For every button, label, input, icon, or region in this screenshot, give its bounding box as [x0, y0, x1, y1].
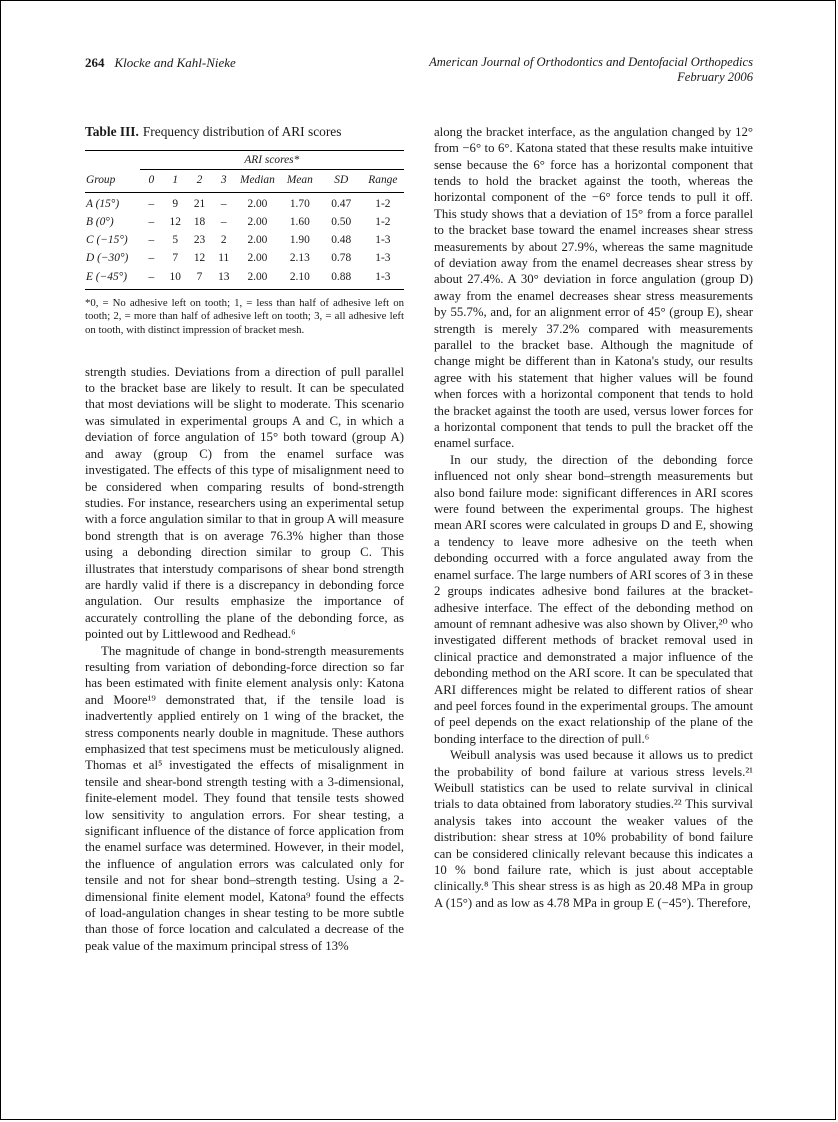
- table-3-block: [85, 124, 404, 338]
- body-paragraph: The magnitude of change in bond-strength measurements resulting from variation of debonding-force direction so far has been estimated with finite element analysis only: Katona and Moore¹⁹ demonstrated that, if the tensile load is inadvertently applied entirely on 1 wing of the bracket, the stress components nearly double in magnitude. These authors emphasized that test specimens must be meticulously aligned. Thomas et al⁵ investigated the effects of misalignment in tensile and shear-bond strength testing with a 3-dimensional, finite-element model. They found that tensile tests showed low sensitivity to angulation errors. For shear testing, a significant influence of the distance of force application from the enamel surface was determined. However, in their model, the influence of angulation errors was calculated only for tensile and not for shear bond–strength testing. Using a 2-dimensional finite element model, Katona⁹ found the effects of load-angulation changes in shear testing to be more subtle than those of force location and calculated a decrease of the peak value of the maximum principal stress of 13%: [85, 643, 404, 953]
- table-cell: 10: [169, 270, 181, 283]
- col-header-0: 0: [140, 170, 164, 192]
- table-cell: 12: [193, 252, 206, 265]
- table-cell: 1-3: [375, 234, 391, 247]
- table-cell: 0.78: [331, 252, 352, 265]
- journal-title: American Journal of Orthodontics and Dentofacial Orthopedics: [429, 55, 753, 69]
- table-cell: 12: [169, 215, 181, 228]
- table-cell: –: [148, 252, 155, 265]
- col-header-sd: SD: [321, 170, 362, 192]
- table-cell: 21: [193, 197, 206, 210]
- table-cell: 2: [220, 234, 227, 247]
- table-cell: 23: [193, 234, 206, 247]
- table-cell: 18: [193, 215, 206, 228]
- table-cell: E (−45°): [86, 270, 128, 283]
- table-cell: –: [220, 215, 227, 228]
- table-cell: 2.13: [289, 252, 310, 265]
- table-row: [85, 249, 404, 267]
- table-row: [85, 231, 404, 249]
- table-cell: B (0°): [86, 215, 114, 228]
- body-paragraph: Weibull analysis was used because it allows us to predict the probability of bond failure at various stress levels.²¹ Weibull statistics can be used to relate survival in clinical trials to data obtained from laboratory studies.²² This survival analysis takes into account the weaker values of the distribution: shear stress at 10% probability of bond failure can be considered clinically relevant because this indicates a 10 % bond failure rate, which is just about acceptable clinically.⁸ This shear stress is as high as 20.48 MPa in group A (15°) and as low as 4.78 MPa in group E (−45°). Therefore,: [434, 748, 753, 910]
- table-cell: –: [148, 197, 155, 210]
- col-header-3: 3: [212, 170, 236, 192]
- table-cell: 2.00: [247, 234, 268, 247]
- page-header: [1, 1, 835, 86]
- table-cell: C (−15°): [86, 234, 128, 247]
- body-paragraph: along the bracket interface, as the angulation changed by 12° from −6° to 6°. Katona stated that these results make intuitive sense because the 6° force has a horizontal component that tends to hold the bracket against the tooth, whereas the horizontal component of the −6° force tends to pull it off. This study shows that a deviation of 15° from a force parallel to the bracket base toward the enamel increases shear stress measurements by about 27.9%, whereas the same magnitude of deviation away from the enamel decreases shear stress by about 27.4%. A 30° deviation in force angulation (group D) away from the enamel decreases shear stress measurements by 55.7%, and, for an alignment error of 45° (group E), shear strength is merely 37.2% compared with measurements parallel to the bracket base. Although the magnitude of change might be different than in Katona's study, our results agree with his statement that higher values will be found when forces with a horizontal component that tends to hold the bracket against the tooth are used, versus lower forces for a horizontal component that tends to pull the bracket off the enamel surface.: [434, 124, 753, 451]
- table-cell: 2.00: [247, 215, 268, 228]
- ari-frequency-table: [85, 150, 404, 290]
- table-row: [85, 268, 404, 290]
- table-cell: 11: [218, 252, 230, 265]
- col-header-range: Range: [362, 170, 404, 192]
- issue-date: February 2006: [677, 70, 753, 85]
- table-cell: –: [148, 215, 155, 228]
- table-cell: 1-2: [375, 215, 391, 228]
- col-header-group: Group: [85, 170, 140, 192]
- table-cell: –: [220, 197, 227, 210]
- span-header: ARI scores*: [140, 151, 404, 170]
- table-header-row: [85, 170, 404, 192]
- table-cell: 2.10: [289, 270, 310, 283]
- col-header-mean: Mean: [279, 170, 321, 192]
- table-cell: –: [148, 270, 155, 283]
- table-span-row: [85, 151, 404, 170]
- body-paragraph: strength studies. Deviations from a direction of pull parallel to the bracket base are likely to result. It can be speculated that most deviations will be slight to moderate. This scenario was simulated in experimental groups A and C, in which a deviation of force angulation of 15° both toward (group A) and away (group C) from the enamel surface was investigated. The effects of this type of misalignment need to be considered when comparing results of bond-strength studies. For instance, researchers using an experimental setup with a force angulation similar to that in group A will measure bond strength that is on average 76.3% higher than those using a debonding direction similar to group C. This illustrates that interstudy comparisons of shear bond strength are hardly valid if there is a discrepancy in debonding force angulation. Our results emphasize the importance of accurately controlling the plane of the debonding force, as pointed out by Littlewood and Redhead.⁶: [85, 364, 404, 642]
- empty-corner-cell: [85, 151, 140, 170]
- table-cell: 0.88: [331, 270, 352, 283]
- table-footnote: *0, = No adhesive left on tooth; 1, = less than half of adhesive left on tooth; 2, = more than half of adhesive left on tooth; 3, = all adhesive left on tooth, with distinct impression of bracket mesh.: [85, 296, 404, 337]
- table-cell: 7: [172, 252, 179, 265]
- table-cell: A (15°): [86, 197, 120, 210]
- table-cell: 2.00: [247, 252, 268, 265]
- table-cell: 1.70: [289, 197, 310, 210]
- table-cell: –: [148, 234, 155, 247]
- table-cell: 0.48: [331, 234, 352, 247]
- table-row: [85, 213, 404, 231]
- table-cell: 1-3: [375, 270, 391, 283]
- page-number: 264: [85, 55, 105, 70]
- table-cell: 1.90: [289, 234, 310, 247]
- page-body: [1, 86, 835, 955]
- table-title: Frequency distribution of ARI scores: [142, 123, 342, 139]
- table-cell: 0.47: [331, 197, 352, 210]
- table-cell: 1-2: [375, 197, 391, 210]
- table-cell: 2.00: [247, 270, 268, 283]
- right-column: [434, 124, 753, 955]
- table-row: [85, 192, 404, 213]
- table-cell: 1.60: [289, 215, 310, 228]
- table-cell: 7: [196, 270, 203, 283]
- col-header-median: Median: [236, 170, 279, 192]
- running-head-left: [85, 55, 236, 71]
- table-cell: 5: [172, 234, 179, 247]
- table-cell: 9: [172, 197, 179, 210]
- table-cell: 0.50: [331, 215, 352, 228]
- col-header-2: 2: [187, 170, 211, 192]
- table-cell: D (−30°): [86, 252, 129, 265]
- running-authors: Klocke and Kahl-Nieke: [114, 55, 236, 70]
- running-head-right: [429, 55, 753, 86]
- body-paragraph: In our study, the direction of the debonding force influenced not only shear bond–strength measurements but also bond failure mode: significant differences in ARI scores were found between the experimental groups. The highest mean ARI scores were calculated in groups D and E, showing a tendency to leave more adhesive on the teeth when debonding occurred with a force angulated away from the enamel surface. The large numbers of ARI scores of 3 in these 2 groups indicates adhesive bond failures at the bracket-adhesive interface. The effect of the debonding method on amount of remnant adhesive was also shown by Oliver,²⁰ who investigated different methods of bracket removal used in clinical practice and demonstrated a major influence of the debonding method on the ARI score. It can be speculated that ARI differences might be related to different ratios of shear and peel forces found in the experimental groups. The amount of peel depends on the exact relationship of the plane of the bonding interface to the direction of pull.⁶: [434, 452, 753, 746]
- left-column: [85, 124, 404, 955]
- table-cell: 13: [218, 270, 230, 283]
- table-cell: 1-3: [375, 252, 391, 265]
- table-caption: [85, 124, 404, 140]
- col-header-1: 1: [163, 170, 187, 192]
- table-label: Table III.: [85, 123, 139, 139]
- table-cell: 2.00: [247, 197, 268, 210]
